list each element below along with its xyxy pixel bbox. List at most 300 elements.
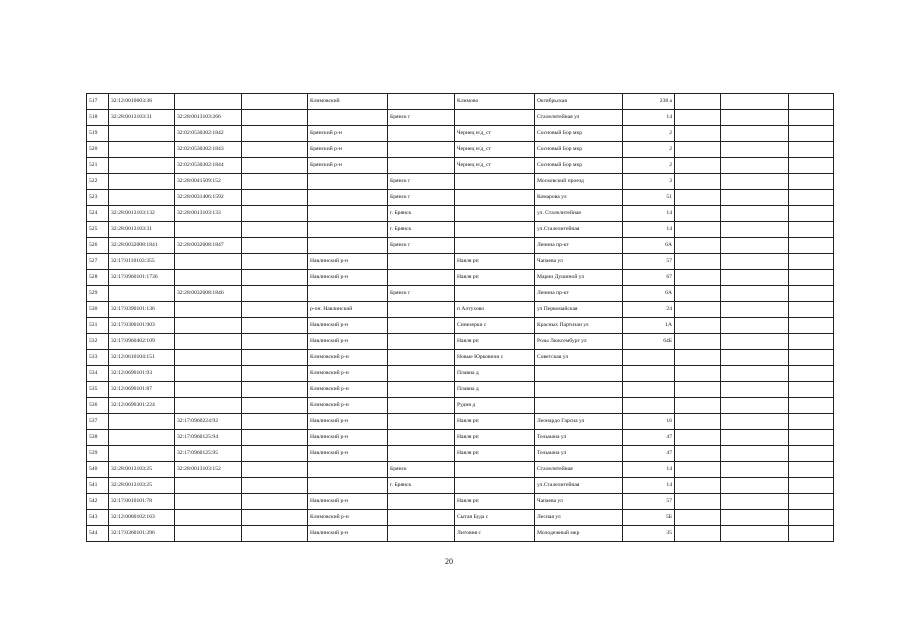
empty-cell	[242, 366, 308, 382]
cadastral-number-1: 32:28:0013103:25	[109, 478, 175, 494]
cadastral-number-2: 32:17:0960125:95	[175, 446, 242, 462]
blank-cell	[789, 510, 834, 526]
blank-cell	[721, 398, 789, 414]
city: Брянск	[388, 462, 455, 478]
blank-cell	[789, 350, 834, 366]
district: Навлинский р-н	[308, 318, 388, 334]
cadastral-number-2: 32:02:0530302:1842	[175, 126, 242, 142]
blank-cell	[789, 398, 834, 414]
blank-cell	[675, 190, 721, 206]
settlement: Плавна д	[455, 366, 535, 382]
empty-cell	[242, 238, 308, 254]
cadastral-number-1	[109, 414, 175, 430]
cadastral-number-1: 32:12:0690301:224	[109, 398, 175, 414]
table-row	[87, 334, 834, 350]
table-row	[87, 174, 834, 190]
city: г. Брянск	[388, 222, 455, 238]
house-number: 14	[623, 462, 675, 478]
table-row	[87, 382, 834, 398]
blank-cell	[721, 526, 789, 542]
settlement: Навля рп	[455, 254, 535, 270]
cadastral-number-2	[175, 254, 242, 270]
cadastral-number-1	[109, 174, 175, 190]
blank-cell	[721, 110, 789, 126]
street: Розы Люксембург ул	[535, 334, 623, 350]
cadastral-number-1	[109, 430, 175, 446]
settlement	[455, 110, 535, 126]
settlement: Навля рп	[455, 414, 535, 430]
city: Брянск г	[388, 174, 455, 190]
table-row	[87, 494, 834, 510]
house-number: 6А	[623, 238, 675, 254]
blank-cell	[675, 142, 721, 158]
blank-cell	[721, 302, 789, 318]
cadastral-number-2: 32:28:0013103:133	[175, 206, 242, 222]
row-number: 523	[87, 190, 109, 206]
house-number: 67	[623, 270, 675, 286]
house-number: 24	[623, 302, 675, 318]
blank-cell	[789, 366, 834, 382]
cadastral-number-2	[175, 270, 242, 286]
blank-cell	[789, 158, 834, 174]
blank-cell	[789, 478, 834, 494]
cadastral-number-1	[109, 142, 175, 158]
street: Ленина пр-кт	[535, 286, 623, 302]
settlement: Навля рп	[455, 446, 535, 462]
city	[388, 302, 455, 318]
house-number: 35	[623, 526, 675, 542]
cadastral-number-2	[175, 366, 242, 382]
empty-cell	[242, 494, 308, 510]
cadastral-number-1: 32:17:0390101:136	[109, 302, 175, 318]
blank-cell	[789, 414, 834, 430]
district: Климовский р-н	[308, 382, 388, 398]
blank-cell	[721, 478, 789, 494]
row-number: 517	[87, 94, 109, 110]
house-number: 57	[623, 494, 675, 510]
house-number: 14	[623, 478, 675, 494]
district: Климовский р-н	[308, 350, 388, 366]
cadastral-number-2: 32:28:0031406:1592	[175, 190, 242, 206]
table-row	[87, 94, 834, 110]
settlement: Навля рп	[455, 494, 535, 510]
table-row	[87, 510, 834, 526]
house-number: 5Б	[623, 510, 675, 526]
district: Климовский р-н	[308, 510, 388, 526]
row-number: 527	[87, 254, 109, 270]
table-row	[87, 254, 834, 270]
empty-cell	[242, 318, 308, 334]
empty-cell	[242, 206, 308, 222]
blank-cell	[675, 526, 721, 542]
cadastral-number-1: 32:12:0060102:163	[109, 510, 175, 526]
settlement: Навля рп	[455, 334, 535, 350]
house-number	[623, 398, 675, 414]
street: Молодежный мкр	[535, 526, 623, 542]
row-number: 520	[87, 142, 109, 158]
table-body	[87, 94, 834, 542]
city	[388, 398, 455, 414]
empty-cell	[242, 286, 308, 302]
row-number: 531	[87, 318, 109, 334]
street	[535, 366, 623, 382]
table-row	[87, 110, 834, 126]
street: Лесная ул	[535, 510, 623, 526]
settlement	[455, 190, 535, 206]
blank-cell	[789, 318, 834, 334]
street: ул.Сталелитейная	[535, 478, 623, 494]
district	[308, 222, 388, 238]
row-number: 538	[87, 430, 109, 446]
district: Навлинский р-н	[308, 270, 388, 286]
blank-cell	[675, 430, 721, 446]
page-number: 20	[445, 557, 453, 566]
house-number: 47	[623, 446, 675, 462]
street: Сосновый Бор мкр	[535, 126, 623, 142]
blank-cell	[675, 158, 721, 174]
city: г. Брянск	[388, 478, 455, 494]
blank-cell	[675, 126, 721, 142]
blank-cell	[721, 206, 789, 222]
settlement: Плавна д	[455, 382, 535, 398]
cadastral-number-2: 32:02:0530302:1844	[175, 158, 242, 174]
table-row	[87, 366, 834, 382]
city	[388, 526, 455, 542]
street	[535, 382, 623, 398]
table-row	[87, 238, 834, 254]
cadastral-number-1: 32:17:0010101:78	[109, 494, 175, 510]
house-number: 51	[623, 190, 675, 206]
cadastral-number-2: 32:28:0041509:152	[175, 174, 242, 190]
cadastral-number-1: 32:12:0010603:36	[109, 94, 175, 110]
settlement	[455, 174, 535, 190]
blank-cell	[789, 302, 834, 318]
city	[388, 366, 455, 382]
row-number: 529	[87, 286, 109, 302]
table-row	[87, 446, 834, 462]
district: Навлинский р-н	[308, 446, 388, 462]
blank-cell	[789, 334, 834, 350]
city	[388, 94, 455, 110]
row-number: 537	[87, 414, 109, 430]
settlement	[455, 206, 535, 222]
blank-cell	[789, 430, 834, 446]
district	[308, 238, 388, 254]
district: Навлинский р-н	[308, 526, 388, 542]
row-number: 521	[87, 158, 109, 174]
district: Навлинский р-н	[308, 430, 388, 446]
empty-cell	[242, 414, 308, 430]
blank-cell	[721, 126, 789, 142]
house-number: 6А	[623, 286, 675, 302]
blank-cell	[789, 94, 834, 110]
street: Сосновый Бор мкр	[535, 142, 623, 158]
blank-cell	[675, 206, 721, 222]
cadastral-number-2	[175, 510, 242, 526]
row-number: 532	[87, 334, 109, 350]
row-number: 518	[87, 110, 109, 126]
table-row	[87, 222, 834, 238]
cadastral-number-1	[109, 158, 175, 174]
street	[535, 398, 623, 414]
blank-cell	[675, 366, 721, 382]
house-number: 16	[623, 414, 675, 430]
district: Навлинский р-н	[308, 334, 388, 350]
cadastral-number-2	[175, 302, 242, 318]
row-number: 519	[87, 126, 109, 142]
cadastral-number-2: 32:17:0960224:92	[175, 414, 242, 430]
row-number: 540	[87, 462, 109, 478]
blank-cell	[721, 142, 789, 158]
settlement: Новые Юрковичи с	[455, 350, 535, 366]
settlement	[455, 478, 535, 494]
blank-cell	[721, 254, 789, 270]
house-number: 14	[623, 110, 675, 126]
house-number: 47	[623, 430, 675, 446]
row-number: 522	[87, 174, 109, 190]
cadastral-number-1	[109, 446, 175, 462]
blank-cell	[721, 94, 789, 110]
empty-cell	[242, 526, 308, 542]
house-number: 57	[623, 254, 675, 270]
row-number: 535	[87, 382, 109, 398]
city	[388, 350, 455, 366]
empty-cell	[242, 126, 308, 142]
blank-cell	[789, 222, 834, 238]
row-number: 524	[87, 206, 109, 222]
registry-table	[86, 93, 834, 542]
empty-cell	[242, 254, 308, 270]
row-number: 542	[87, 494, 109, 510]
district: Навлинский р-н	[308, 494, 388, 510]
blank-cell	[721, 174, 789, 190]
cadastral-number-1	[109, 286, 175, 302]
settlement: Рудня д	[455, 398, 535, 414]
cadastral-number-1: 32:17:0110103:355	[109, 254, 175, 270]
row-number: 543	[87, 510, 109, 526]
empty-cell	[242, 158, 308, 174]
table-row	[87, 318, 834, 334]
street: Марии Душиной ул	[535, 270, 623, 286]
city	[388, 494, 455, 510]
street: ул. Сталелитейная	[535, 206, 623, 222]
street: Советская ул	[535, 350, 623, 366]
house-number	[623, 366, 675, 382]
cadastral-number-2	[175, 382, 242, 398]
blank-cell	[721, 318, 789, 334]
blank-cell	[721, 510, 789, 526]
table-row	[87, 526, 834, 542]
row-number: 533	[87, 350, 109, 366]
empty-cell	[242, 174, 308, 190]
empty-cell	[242, 110, 308, 126]
district	[308, 286, 388, 302]
city	[388, 270, 455, 286]
blank-cell	[789, 446, 834, 462]
blank-cell	[789, 110, 834, 126]
blank-cell	[675, 350, 721, 366]
city	[388, 510, 455, 526]
street: Чапаева ул	[535, 494, 623, 510]
district: Брянский р-н	[308, 142, 388, 158]
table-row	[87, 478, 834, 494]
empty-cell	[242, 94, 308, 110]
row-number: 526	[87, 238, 109, 254]
cadastral-number-2	[175, 478, 242, 494]
blank-cell	[721, 446, 789, 462]
district	[308, 206, 388, 222]
street: Красных Партизан ул	[535, 318, 623, 334]
table-row	[87, 158, 834, 174]
blank-cell	[789, 286, 834, 302]
street: Октябрьская	[535, 94, 623, 110]
table-row	[87, 126, 834, 142]
city	[388, 126, 455, 142]
street: Леонардо Гарсиа ул	[535, 414, 623, 430]
house-number: 1А	[623, 318, 675, 334]
empty-cell	[242, 350, 308, 366]
cadastral-number-2	[175, 94, 242, 110]
empty-cell	[242, 190, 308, 206]
cadastral-number-2: 32:02:0530302:1843	[175, 142, 242, 158]
row-number: 539	[87, 446, 109, 462]
house-number: 2	[623, 142, 675, 158]
cadastral-number-1: 32:28:0013103:31	[109, 110, 175, 126]
blank-cell	[721, 334, 789, 350]
cadastral-number-1: 32:28:0032008:1841	[109, 238, 175, 254]
blank-cell	[721, 270, 789, 286]
city: Брянск г	[388, 190, 455, 206]
street: Сосновый Бор мкр	[535, 158, 623, 174]
district	[308, 190, 388, 206]
blank-cell	[675, 462, 721, 478]
cadastral-number-2	[175, 318, 242, 334]
row-number: 541	[87, 478, 109, 494]
city	[388, 158, 455, 174]
row-number: 544	[87, 526, 109, 542]
street: Тельмана ул	[535, 446, 623, 462]
blank-cell	[675, 318, 721, 334]
district: Климовский р-н	[308, 398, 388, 414]
blank-cell	[789, 142, 834, 158]
blank-cell	[675, 478, 721, 494]
settlement: Навля рп	[455, 430, 535, 446]
empty-cell	[242, 302, 308, 318]
city: Брянск г	[388, 238, 455, 254]
street: Сталелитейная	[535, 462, 623, 478]
blank-cell	[721, 286, 789, 302]
empty-cell	[242, 478, 308, 494]
blank-cell	[675, 398, 721, 414]
city	[388, 318, 455, 334]
street: Сталелитейная ул	[535, 110, 623, 126]
row-number: 536	[87, 398, 109, 414]
document-table-area	[86, 93, 833, 542]
blank-cell	[721, 414, 789, 430]
cadastral-number-1: 32:17:0300101:903	[109, 318, 175, 334]
cadastral-number-2	[175, 494, 242, 510]
blank-cell	[789, 254, 834, 270]
cadastral-number-1: 32:12:0690101:87	[109, 382, 175, 398]
empty-cell	[242, 462, 308, 478]
blank-cell	[721, 350, 789, 366]
cadastral-number-2	[175, 398, 242, 414]
house-number: 14	[623, 206, 675, 222]
settlement	[455, 286, 535, 302]
settlement	[455, 222, 535, 238]
cadastral-number-2: 32:28:0013103:152	[175, 462, 242, 478]
cadastral-number-1: 32:12:0690101:93	[109, 366, 175, 382]
blank-cell	[789, 206, 834, 222]
city: г. Брянск	[388, 206, 455, 222]
blank-cell	[789, 382, 834, 398]
cadastral-number-2	[175, 334, 242, 350]
blank-cell	[675, 110, 721, 126]
cadastral-number-1: 32:17:0960402:109	[109, 334, 175, 350]
settlement: Литовня с	[455, 526, 535, 542]
city	[388, 414, 455, 430]
cadastral-number-2: 32:17:0960125:94	[175, 430, 242, 446]
blank-cell	[675, 270, 721, 286]
blank-cell	[789, 526, 834, 542]
blank-cell	[675, 510, 721, 526]
street: Комарова ул	[535, 190, 623, 206]
blank-cell	[675, 446, 721, 462]
district	[308, 174, 388, 190]
blank-cell	[721, 382, 789, 398]
blank-cell	[789, 174, 834, 190]
cadastral-number-2: 32:28:0032008:1846	[175, 286, 242, 302]
blank-cell	[675, 302, 721, 318]
settlement: п Алтухово	[455, 302, 535, 318]
table-row	[87, 350, 834, 366]
empty-cell	[242, 142, 308, 158]
city: Брянск г	[388, 286, 455, 302]
blank-cell	[721, 238, 789, 254]
blank-cell	[675, 174, 721, 190]
cadastral-number-1: 32:12:0610104:151	[109, 350, 175, 366]
blank-cell	[789, 190, 834, 206]
city	[388, 334, 455, 350]
empty-cell	[242, 270, 308, 286]
street: ул.Сталелитейная	[535, 222, 623, 238]
house-number	[623, 382, 675, 398]
district: Навлинский р-н	[308, 254, 388, 270]
district: Климовский р-н	[308, 366, 388, 382]
table-row	[87, 414, 834, 430]
street: Ленина пр-кт	[535, 238, 623, 254]
settlement: Сытая Буда с	[455, 510, 535, 526]
city	[388, 142, 455, 158]
settlement: Климово	[455, 94, 535, 110]
street: ул Первомайская	[535, 302, 623, 318]
settlement: Чернец н/д_ст	[455, 142, 535, 158]
city	[388, 446, 455, 462]
street: Чапаева ул	[535, 254, 623, 270]
table-row	[87, 398, 834, 414]
blank-cell	[675, 414, 721, 430]
blank-cell	[789, 494, 834, 510]
cadastral-number-2: 32:28:0032008:1847	[175, 238, 242, 254]
blank-cell	[675, 254, 721, 270]
row-number: 528	[87, 270, 109, 286]
blank-cell	[675, 382, 721, 398]
district: Брянский р-н	[308, 126, 388, 142]
row-number: 530	[87, 302, 109, 318]
district: Климовский	[308, 94, 388, 110]
house-number: 3	[623, 174, 675, 190]
row-number: 534	[87, 366, 109, 382]
